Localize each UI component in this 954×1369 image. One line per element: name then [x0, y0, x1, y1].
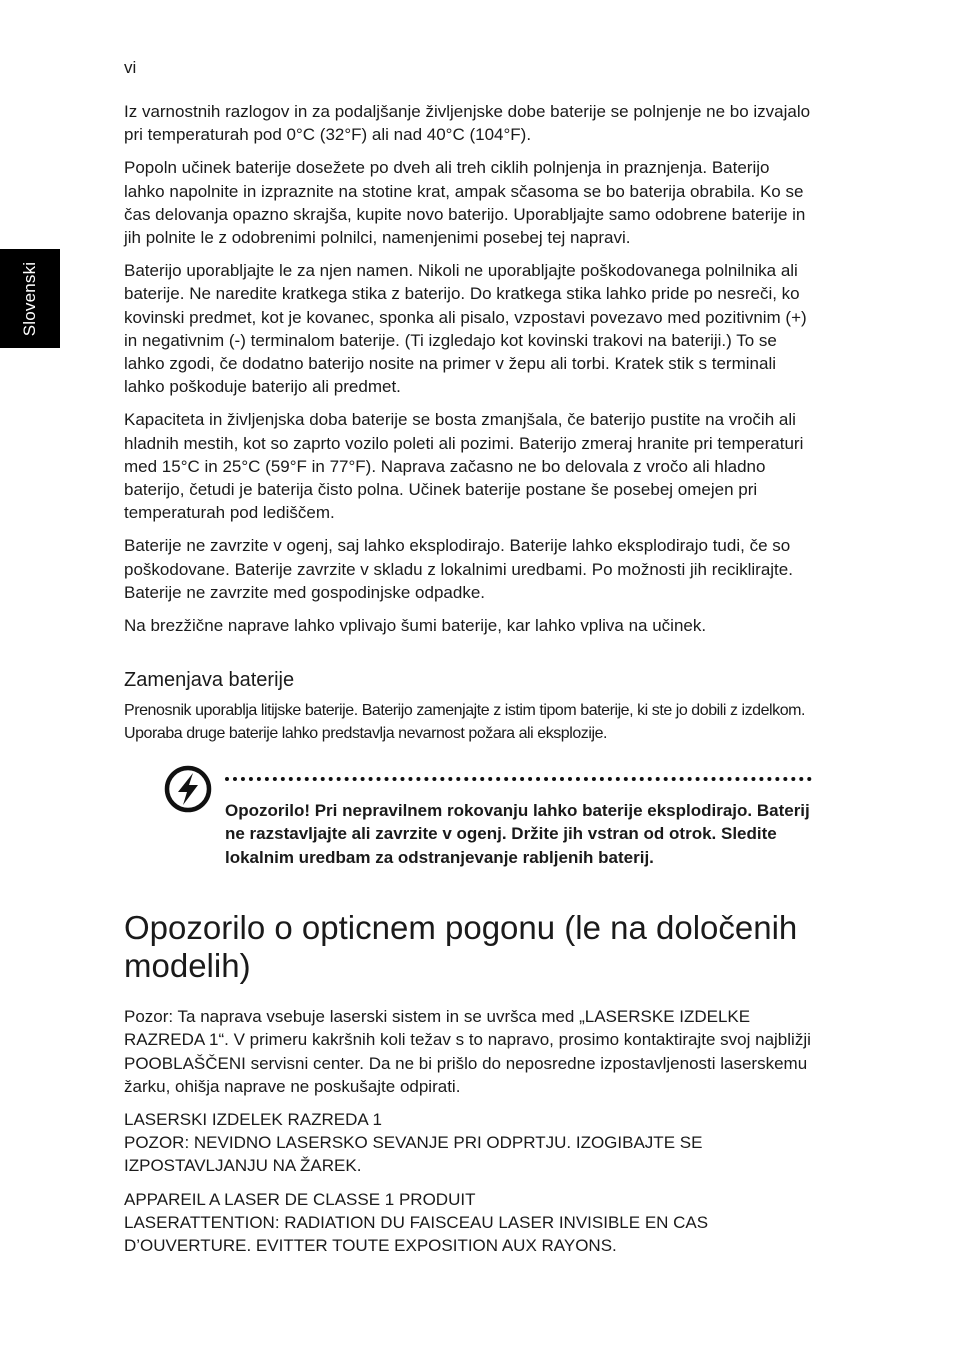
paragraph-battery-disposal: Baterije ne zavrzite v ogenj, saj lahko eksplodirajo. Baterije lahko eksplodirajo tudi, če so poškodovane. Baterije zavrzite v skladu z lokalnimi uredbami. Po možnosti jih reciklirajte. Baterije ne zavrzite med gospodinjske odpadke.: [124, 536, 793, 602]
laser-warning-french: [124, 1188, 814, 1258]
laser-warning-slovenian: [124, 1108, 814, 1178]
paragraph-battery-cycles: Popoln učinek baterije dosežete po dveh ali treh ciklih polnjenja in praznjenja. Baterijo lahko napolnite in izpraznite na stotine krat, ampak sčasoma se bo baterija obrabila. Ko se čas delovanja opazno skrajša, kupite novo baterijo. Uporabljajte samo odobrene baterije in jih polnite le z odobrenimi polnilci, namenjenimi posebej tej napravi.: [124, 158, 806, 248]
paragraph-wireless-interference: Na brezžične naprave lahko vplivajo šumi baterije, kar lahko vpliva na učinek.: [124, 616, 707, 636]
page-content: [124, 100, 814, 1267]
language-side-tab-label: Slovenski: [20, 261, 39, 337]
warning-dotted-rule: [225, 777, 812, 781]
optical-drive-intro: Pozor: Ta naprava vsebuje laserski sistem in se uvršca med „LASERSKE IZDELKE RAZREDA 1“. V primeru kakršnih koli težav s to napravo, prosimo kontaktirajte svoj najbližji POOBLAŠČENI servisni center. Da ne bi prišlo do neposredne izpostavljenosti laserskemu žarku, ohišja naprave ne poskušajte odpirati.: [124, 1007, 811, 1096]
battery-replacement-heading: Zamenjava baterije: [124, 669, 295, 692]
laser-warning-sl-line-2: POZOR: NEVIDNO LASERSKO SEVANJE PRI ODPRTJU. IZOGIBAJTE SE IZPOSTAVLJANJU NA ŽAREK.: [124, 1133, 703, 1176]
lightning-warning-icon: [164, 765, 212, 813]
paragraph-short-circuit: Baterijo uporabljajte le za njen namen. Nikoli ne uporabljajte poškodovanega polnilnika ali baterije. Ne naredite kratkega stika z baterijo. Do kratkega stika lahko pride po nesreči, ko kovinski predmet, kot je kovanec, sponka ali pisalo, vzpostavi povezavo med pozitivnim (+) in negativnim (-) terminalom baterije. (Ti izgledajo kot kovinski trakovi na bateriji.) To se lahko zgodi, če dodatno baterijo nosite na primer v žepu ali torbi. Kratek stik s terminali lahko poškoduje baterijo ali predmet.: [124, 261, 807, 397]
language-side-tab: [0, 249, 60, 348]
battery-replacement-text: Prenosnik uporablja litijske baterije. Baterijo zamenjajte z istim tipom baterije, ki ste jo dobili z izdelkom. Uporaba druge baterije lahko predstavlja nevarnost požara ali eksplozije.: [124, 702, 806, 743]
warning-notice: [124, 765, 814, 875]
laser-warning-fr-line-2: LASERATTENTION: RADIATION DU FAISCEAU LASER INVISIBLE EN CAS D’OUVERTURE. EVITTER TOUTE EXPOSITION AUX RAYONS.: [124, 1212, 709, 1256]
page-number: vi: [124, 58, 137, 77]
laser-warning-sl-line-1: LASERSKI IZDELEK RAZREDA 1: [124, 1110, 382, 1130]
optical-drive-section-title: Opozorilo o opticnem pogonu (le na določenih modelih): [124, 909, 798, 985]
paragraph-battery-temperature: Kapaciteta in življenjska doba baterije se bosta zmanjšala, če baterijo pustite na vročih ali hladnih mestih, kot so zaprto vozilo poleti ali pozimi. Baterijo zmeraj hranite pri temperaturi med 15°C in 25°C (59°F in 77°F). Naprava začasno ne bo delovala z vročo ali hladno baterijo, četudi je baterija čisto polna. Učinek baterije postane še posebej omejen pri temperaturah pod lediščem.: [124, 410, 804, 523]
laser-warning-fr-line-1: APPAREIL A LASER DE CLASSE 1 PRODUIT: [124, 1189, 476, 1209]
warning-text: Opozorilo! Pri nepravilnem rokovanju lahko baterije eksplodirajo. Baterij ne razstavljajte ali zavrzite v ogenj. Držite jih vstran od otrok. Sledite lokalnim uredbam za odstranjevanje rabljenih baterij.: [225, 801, 810, 867]
paragraph-charging-temperature: Iz varnostnih razlogov in za podaljšanje življenjske dobe baterije se polnjenje ne bo izvajalo pri temperaturah pod 0°C (32°F) ali nad 40°C (104°F).: [124, 102, 811, 145]
